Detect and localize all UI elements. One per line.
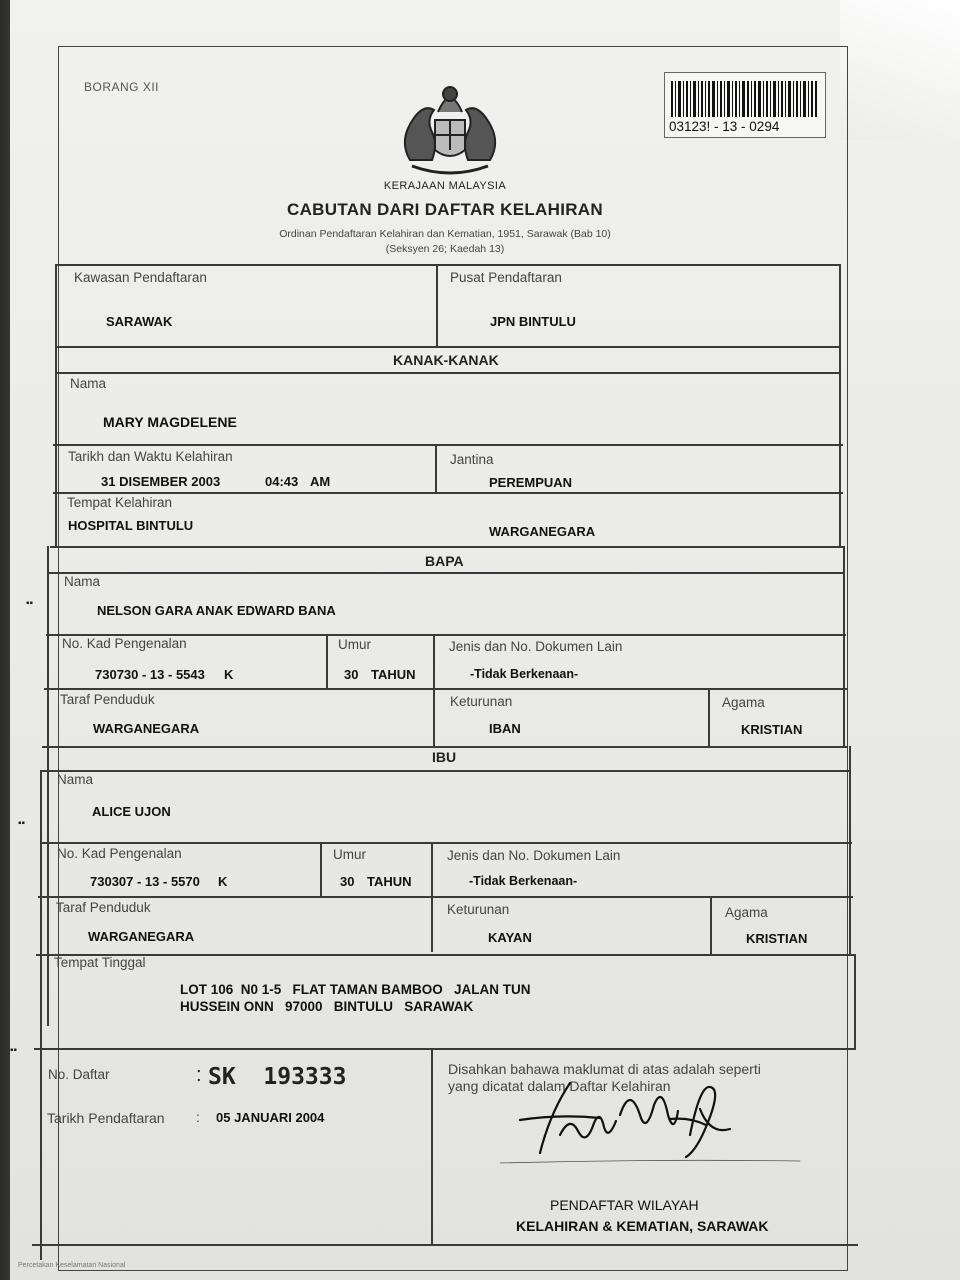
mother-residency-label: Taraf Penduduk — [56, 900, 151, 915]
margin-mark-icon: ▪▪ — [10, 1045, 18, 1056]
child-gender-value: PEREMPUAN — [489, 475, 573, 490]
address-label: Tempat Tinggal — [54, 955, 146, 970]
child-citizenship-value: WARGANEGARA — [489, 524, 596, 539]
mother-religion-label: Agama — [725, 905, 768, 920]
address-line-1: LOT 106 N0 1-5 FLAT TAMAN BAMBOO JALAN TUN — [180, 982, 531, 997]
fine-print: Percetakan Keselamatan Nasional — [18, 1262, 126, 1269]
father-ethnicity-value: IBAN — [489, 721, 521, 736]
certification-line-2: yang dicatat dalam Daftar Kelahiran — [448, 1078, 671, 1094]
mother-ic-label: No. Kad Pengenalan — [57, 846, 182, 861]
father-ic-suffix: K — [224, 667, 234, 682]
child-dob-ampm: AM — [310, 474, 331, 489]
child-section-title: KANAK-KANAK — [393, 352, 499, 368]
registration-number-label: No. Daftar — [48, 1067, 110, 1082]
mother-doc-label: Jenis dan No. Dokumen Lain — [447, 848, 621, 863]
document-title: CABUTAN DARI DAFTAR KELAHIRAN — [287, 200, 603, 219]
mother-name-label: Nama — [57, 772, 94, 787]
registration-date-label: Tarikh Pendaftaran — [47, 1110, 165, 1126]
father-name-label: Nama — [64, 574, 101, 589]
ordinance-reference: Ordinan Pendaftaran Kelahiran dan Kematian, 1951, Sarawak (Bab 10) — [279, 228, 611, 240]
registrar-title-line-2: KELAHIRAN & KEMATIAN, SARAWAK — [516, 1218, 769, 1234]
father-religion-value: KRISTIAN — [741, 722, 803, 737]
father-doc-value: -Tidak Berkenaan- — [470, 667, 579, 681]
mother-ic-value: 730307 - 13 - 5570 — [90, 874, 200, 889]
mother-ethnicity-value: KAYAN — [488, 930, 532, 945]
barcode-number: 03123! - 13 - 0294 — [669, 119, 780, 134]
registration-center-value: JPN BINTULU — [490, 314, 576, 329]
address-line-2: HUSSEIN ONN 97000 BINTULU SARAWAK — [180, 999, 474, 1014]
coat-of-arms-icon — [390, 80, 510, 180]
mother-age-label: Umur — [333, 847, 366, 862]
background-corner — [840, 0, 960, 140]
mother-doc-value: -Tidak Berkenaan- — [469, 874, 578, 888]
father-residency-label: Taraf Penduduk — [60, 692, 155, 707]
mother-name-value: ALICE UJON — [92, 804, 171, 819]
father-section-title: BAPA — [425, 553, 464, 569]
section-reference: (Seksyen 26; Kaedah 13) — [385, 243, 505, 255]
father-ethnicity-label: Keturunan — [450, 694, 513, 709]
child-name-value: MARY MAGDELENE — [103, 414, 237, 430]
child-dob-time: 04:43 — [265, 474, 299, 489]
registration-center-label: Pusat Pendaftaran — [450, 270, 562, 285]
form-code: BORANG XII — [84, 80, 160, 94]
mother-ic-suffix: K — [218, 874, 228, 889]
mother-ethnicity-label: Keturunan — [447, 902, 510, 917]
child-dob-label: Tarikh dan Waktu Kelahiran — [68, 449, 233, 464]
child-gender-label: Jantina — [450, 452, 494, 467]
registration-area-value: SARAWAK — [106, 314, 173, 329]
father-ic-value: 730730 - 13 - 5543 — [95, 667, 205, 682]
father-residency-value: WARGANEGARA — [93, 721, 200, 736]
mother-age-unit: TAHUN — [367, 874, 412, 889]
father-doc-label: Jenis dan No. Dokumen Lain — [449, 639, 623, 654]
child-name-label: Nama — [70, 376, 107, 391]
child-dob-date: 31 DISEMBER 2003 — [101, 474, 221, 489]
barcode-box — [664, 72, 826, 138]
mother-residency-value: WARGANEGARA — [88, 929, 195, 944]
father-age-unit: TAHUN — [371, 667, 416, 682]
margin-mark-icon: ▪▪ — [18, 818, 26, 829]
registration-number-value: SK 193333 — [208, 1064, 347, 1090]
mother-section-title: IBU — [432, 749, 457, 765]
father-age-label: Umur — [338, 637, 371, 652]
father-name-value: NELSON GARA ANAK EDWARD BANA — [97, 603, 336, 618]
mother-age-value: 30 — [340, 874, 355, 889]
barcode-icon — [671, 81, 817, 117]
father-age-value: 30 — [344, 667, 359, 682]
registration-date-colon: : — [196, 1110, 200, 1125]
father-religion-label: Agama — [722, 695, 765, 710]
registrar-signature — [500, 1075, 810, 1175]
child-birthplace-label: Tempat Kelahiran — [67, 495, 173, 510]
father-ic-label: No. Kad Pengenalan — [62, 636, 187, 651]
child-birthplace-value: HOSPITAL BINTULU — [68, 518, 194, 533]
mother-religion-value: KRISTIAN — [746, 931, 808, 946]
registrar-title-line-1: PENDAFTAR WILAYAH — [550, 1197, 699, 1213]
registration-number-colon: : — [196, 1064, 202, 1086]
government-heading: KERAJAAN MALAYSIA — [383, 180, 507, 192]
margin-mark-icon: ▪▪ — [26, 598, 34, 609]
certification-line-1: Disahkan bahawa maklumat di atas adalah seperti — [448, 1061, 761, 1077]
registration-date-value: 05 JANUARI 2004 — [216, 1110, 325, 1125]
registration-area-label: Kawasan Pendaftaran — [74, 270, 207, 285]
